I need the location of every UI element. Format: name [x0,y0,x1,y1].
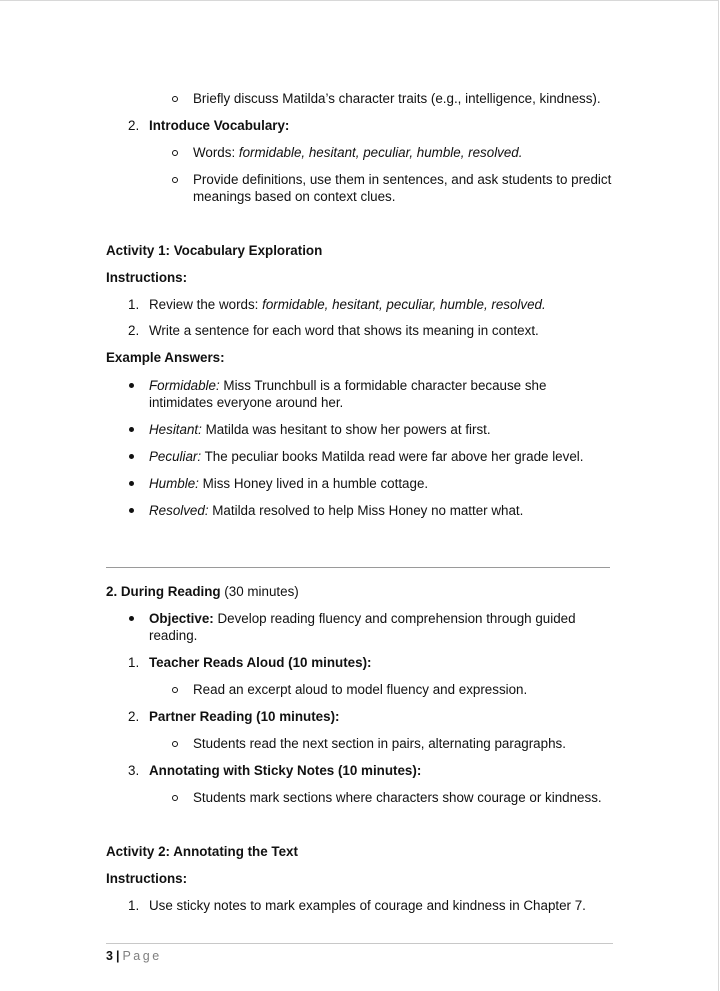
traits-item: Briefly discuss Matilda’s character traits (e.g., intelligence, kindness). [193,91,601,106]
footer-rule [106,943,613,944]
sub-bullet [172,687,178,693]
list-number: 2. [128,709,140,724]
activity1-step-2: Write a sentence for each word that shows its meaning in context. [149,323,539,338]
annotating-detail: Students mark sections where characters show courage or kindness. [193,790,602,805]
example-term: Hesitant: [149,422,202,437]
list-number: 3. [128,763,140,778]
activity2-step-1: Use sticky notes to mark examples of courage and kindness in Chapter 7. [149,898,586,913]
example-text: The peculiar books Matilda read were far above her grade level. [201,449,584,464]
example-answers-label: Example Answers: [106,350,225,365]
definitions-item: Provide definitions, use them in sentences, and ask students to predict meanings based on context clues. [193,172,612,204]
activity1-title: Activity 1: Vocabulary Exploration [106,243,323,258]
heading-bold: 2. During Reading [106,584,221,599]
page-number: 3 [106,949,113,963]
heading-duration: (30 minutes) [220,584,299,599]
list-number: 1. [128,655,140,670]
page-label: Page [122,949,162,963]
step-words: formidable, hesitant, peculiar, humble, resolved. [262,297,546,312]
list-number: 1. [128,898,140,913]
example-term: Humble: [149,476,199,491]
objective-item [149,610,579,644]
example-humble [149,475,428,492]
example-text: Matilda resolved to help Miss Honey no matter what. [208,503,524,518]
words-item [193,144,522,161]
footer-separator: | [115,949,120,963]
sub-bullet [172,795,178,801]
sub-bullet [172,96,178,102]
list-number: 1. [128,297,140,312]
annotating-title: Annotating with Sticky Notes (10 minutes): [149,763,422,778]
teacher-reads-detail: Read an excerpt aloud to model fluency and expression. [193,682,528,697]
example-term: Formidable: [149,378,220,393]
example-peculiar [149,448,583,465]
activity1-instructions-label: Instructions: [106,270,188,285]
teacher-reads-title: Teacher Reads Aloud (10 minutes): [149,655,372,670]
step-text: Review the words: [149,297,263,312]
sub-bullet [172,177,178,183]
example-resolved [149,502,523,519]
activity2-instructions-label: Instructions: [106,871,188,886]
partner-reading-title: Partner Reading (10 minutes): [149,709,340,724]
words-list: formidable, hesitant, peculiar, humble, resolved. [238,145,523,160]
example-term: Peculiar: [149,449,202,464]
activity2-title: Activity 2: Annotating the Text [106,844,298,859]
example-text: Matilda was hesitant to show her powers at first. [201,422,491,437]
bullet [129,427,134,432]
bullet [129,616,134,621]
partner-reading-detail: Students read the next section in pairs, alternating paragraphs. [193,736,566,751]
introduce-vocab-title: Introduce Vocabulary: [149,118,290,133]
sub-bullet [172,150,178,156]
objective-text: Develop reading fluency and comprehension through guided reading. [149,611,576,643]
bullet [129,508,134,513]
sub-bullet [172,741,178,747]
example-text: Miss Honey lived in a humble cottage. [198,476,429,491]
list-number: 2. [128,118,140,133]
during-reading-heading [106,583,299,600]
example-hesitant [149,421,491,438]
horizontal-rule [106,567,610,568]
bullet [129,481,134,486]
list-number: 2. [128,323,140,338]
objective-label: Objective: [149,611,214,626]
example-text: Miss Trunchbull is a formidable character because she intimidates everyone around her. [149,378,547,410]
bullet [129,383,134,388]
page-footer [106,948,162,964]
bullet [129,454,134,459]
example-formidable [149,377,549,411]
words-label: Words: [193,145,239,160]
activity1-step-1 [149,296,546,313]
example-term: Resolved: [149,503,209,518]
